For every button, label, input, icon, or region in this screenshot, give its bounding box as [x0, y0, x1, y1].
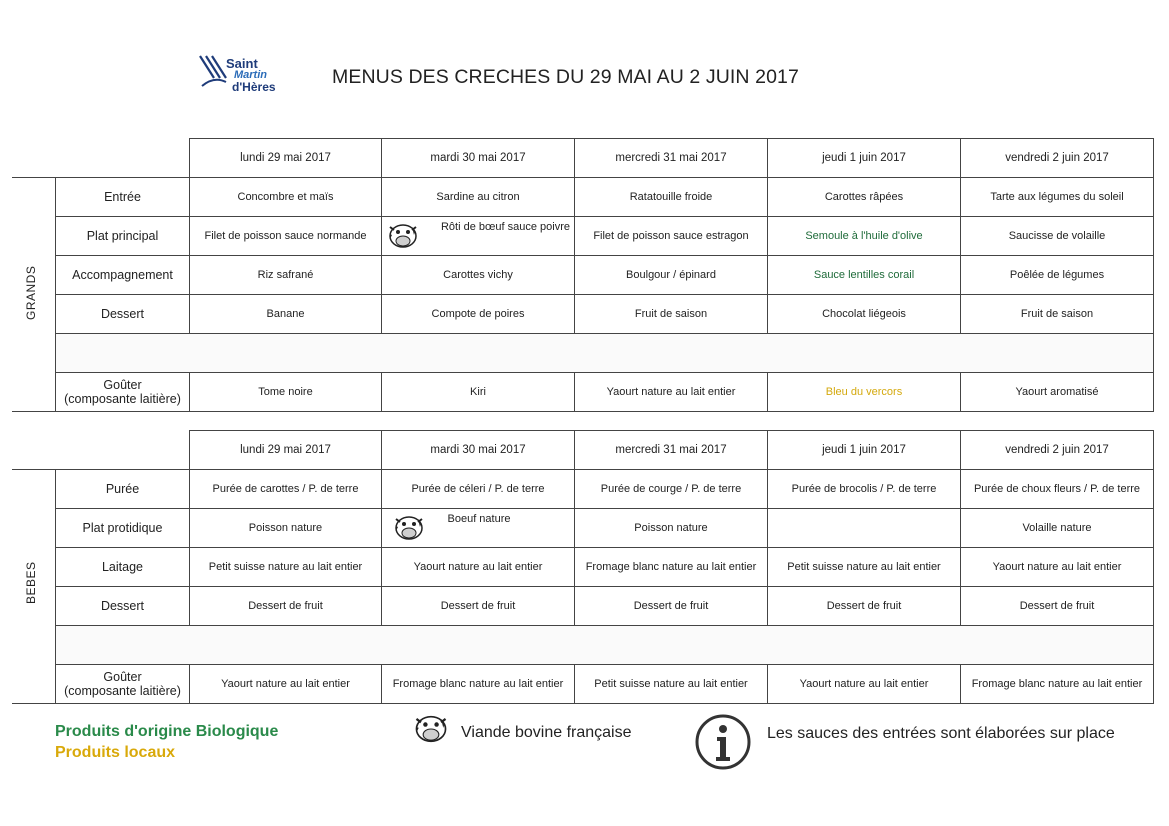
row-label: Purée: [56, 470, 190, 509]
spacer-row: [56, 626, 1154, 665]
menu-cell: Filet de poisson sauce normande: [190, 217, 382, 256]
spacer-cell: [56, 334, 1154, 373]
menu-cell: Yaourt nature au lait entier: [961, 548, 1154, 587]
menu-cell: Poisson nature: [190, 509, 382, 548]
header-corner: [56, 139, 190, 178]
bebes-header-row: [56, 431, 1154, 470]
day-header: jeudi 1 juin 2017: [768, 431, 961, 470]
row-label: Entrée: [56, 178, 190, 217]
menu-cell-local: Bleu du vercors: [768, 373, 961, 412]
spacer-row: [56, 334, 1154, 373]
menu-cell-beef: [382, 509, 575, 548]
menu-cell: Dessert de fruit: [382, 587, 575, 626]
bebes-top-rule: [12, 469, 55, 470]
grands-bottom-rule: [12, 411, 55, 412]
menu-cell: Purée de céleri / P. de terre: [382, 470, 575, 509]
menu-cell: Fromage blanc nature au lait entier: [382, 665, 575, 704]
table-row: [56, 178, 1154, 217]
day-header: vendredi 2 juin 2017: [961, 431, 1154, 470]
menu-cell: Carottes vichy: [382, 256, 575, 295]
menu-cell: Dessert de fruit: [961, 587, 1154, 626]
menu-cell: Petit suisse nature au lait entier: [768, 548, 961, 587]
menu-cell: Dessert de fruit: [190, 587, 382, 626]
table-row: [56, 256, 1154, 295]
menu-cell: Fruit de saison: [961, 295, 1154, 334]
day-header: lundi 29 mai 2017: [190, 139, 382, 178]
header-corner: [56, 431, 190, 470]
day-header: mardi 30 mai 2017: [382, 431, 575, 470]
bebes-menu-table: [55, 430, 1154, 704]
table-row: [56, 295, 1154, 334]
row-label: Laitage: [56, 548, 190, 587]
menu-cell: Purée de choux fleurs / P. de terre: [961, 470, 1154, 509]
row-label: Accompagnement: [56, 256, 190, 295]
menu-cell: Saucisse de volaille: [961, 217, 1154, 256]
menu-cell: Petit suisse nature au lait entier: [575, 665, 768, 704]
menu-cell: Dessert de fruit: [575, 587, 768, 626]
logo-line-2: Martin: [234, 69, 267, 81]
gouter-label: Goûter: [103, 378, 142, 392]
bebes-side-label: BEBES: [24, 561, 38, 604]
city-logo: [198, 52, 276, 112]
legend-cow: Viande bovine française: [461, 724, 632, 741]
menu-cell: Tarte aux légumes du soleil: [961, 178, 1154, 217]
menu-cell-bio: Sauce lentilles corail: [768, 256, 961, 295]
menu-cell: Kiri: [382, 373, 575, 412]
legend-bio: Produits d'origine Biologique: [55, 723, 279, 740]
page-title: MENUS DES CRECHES DU 29 MAI AU 2 JUIN 2017: [332, 66, 799, 88]
menu-cell-beef: [382, 217, 575, 256]
menu-cell: Tome noire: [190, 373, 382, 412]
info-icon: [694, 713, 752, 771]
menu-cell: Sardine au citron: [382, 178, 575, 217]
menu-cell: Chocolat liégeois: [768, 295, 961, 334]
menu-cell: Yaourt nature au lait entier: [190, 665, 382, 704]
gouter-label: Goûter: [103, 670, 142, 684]
day-header: mardi 30 mai 2017: [382, 139, 575, 178]
menu-cell: Fromage blanc nature au lait entier: [961, 665, 1154, 704]
grands-menu-table: [55, 138, 1154, 412]
menu-cell: Boulgour / épinard: [575, 256, 768, 295]
menu-cell: Poêlée de légumes: [961, 256, 1154, 295]
menu-cell: Ratatouille froide: [575, 178, 768, 217]
menu-cell: Poisson nature: [575, 509, 768, 548]
day-header: mercredi 31 mai 2017: [575, 431, 768, 470]
row-label: Dessert: [56, 587, 190, 626]
grands-header-row: [56, 139, 1154, 178]
menu-cell-text: Rôti de bœuf sauce poivre: [440, 221, 570, 233]
menu-cell: Fromage blanc nature au lait entier: [575, 548, 768, 587]
row-label: Dessert: [56, 295, 190, 334]
logo-line-3: d'Hères: [232, 80, 276, 94]
gouter-sublabel: (composante laitière): [64, 684, 181, 698]
menu-cell-text: Boeuf nature: [447, 513, 511, 525]
legend-local: Produits locaux: [55, 744, 176, 761]
day-header: lundi 29 mai 2017: [190, 431, 382, 470]
menu-cell: Yaourt nature au lait entier: [382, 548, 575, 587]
day-header: vendredi 2 juin 2017: [961, 139, 1154, 178]
menu-cell: Yaourt aromatisé: [961, 373, 1154, 412]
menu-cell: Purée de carottes / P. de terre: [190, 470, 382, 509]
table-row: [56, 665, 1154, 704]
spacer-cell: [56, 626, 1154, 665]
menu-cell: Concombre et maïs: [190, 178, 382, 217]
day-header: jeudi 1 juin 2017: [768, 139, 961, 178]
bebes-bottom-rule: [12, 703, 55, 704]
menu-cell: Purée de courge / P. de terre: [575, 470, 768, 509]
legend-info: Les sauces des entrées sont élaborées sur place: [767, 725, 1115, 742]
menu-cell: Filet de poisson sauce estragon: [575, 217, 768, 256]
menu-cell: Compote de poires: [382, 295, 575, 334]
grands-side-label: GRANDS: [24, 265, 38, 320]
row-label-gouter: [56, 665, 190, 704]
table-row: [56, 548, 1154, 587]
menu-cell: Banane: [190, 295, 382, 334]
cow-icon: [392, 513, 426, 543]
menu-cell: [768, 509, 961, 548]
day-header: mercredi 31 mai 2017: [575, 139, 768, 178]
cow-icon: [412, 712, 450, 746]
menu-cell: Yaourt nature au lait entier: [575, 373, 768, 412]
row-label: Plat principal: [56, 217, 190, 256]
table-row: [56, 217, 1154, 256]
menu-cell: Volaille nature: [961, 509, 1154, 548]
menu-cell: Riz safrané: [190, 256, 382, 295]
menu-cell: Fruit de saison: [575, 295, 768, 334]
table-row: [56, 509, 1154, 548]
menu-cell: Purée de brocolis / P. de terre: [768, 470, 961, 509]
grands-top-rule: [12, 177, 55, 178]
menu-cell: Carottes râpées: [768, 178, 961, 217]
table-row: [56, 587, 1154, 626]
row-label: Plat protidique: [56, 509, 190, 548]
gouter-sublabel: (composante laitière): [64, 392, 181, 406]
menu-cell: Petit suisse nature au lait entier: [190, 548, 382, 587]
menu-cell-bio: Semoule à l'huile d'olive: [768, 217, 961, 256]
table-row: [56, 373, 1154, 412]
row-label-gouter: [56, 373, 190, 412]
menu-cell: Dessert de fruit: [768, 587, 961, 626]
menu-cell: Yaourt nature au lait entier: [768, 665, 961, 704]
logo-line-1: Saint: [226, 56, 258, 71]
table-row: [56, 470, 1154, 509]
cow-icon: [386, 221, 420, 251]
